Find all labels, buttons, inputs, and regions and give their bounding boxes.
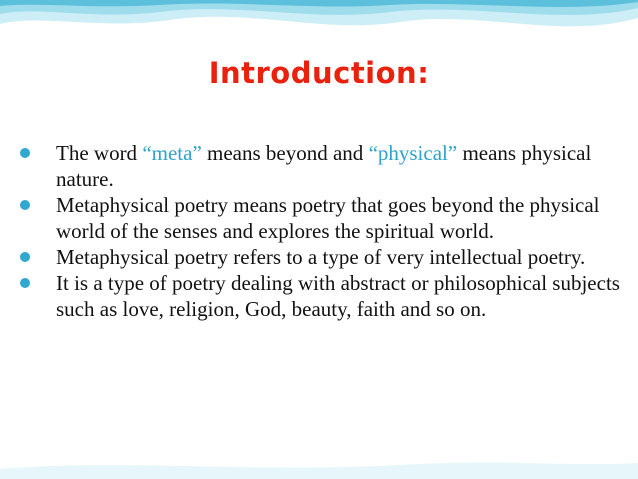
- wave-dark: [0, 0, 638, 7]
- bullet-circle-icon: [20, 278, 30, 288]
- footer-wave-decoration: [0, 451, 638, 479]
- bullet-text: The word: [56, 141, 143, 165]
- bullet-item: [20, 140, 620, 192]
- bullet-list: [20, 140, 620, 322]
- bullet-circle-icon: [20, 148, 30, 158]
- bullet-circle-icon: [20, 200, 30, 210]
- highlighted-term: “physical”: [368, 141, 458, 165]
- bullet-item: [20, 192, 620, 244]
- bullet-text: means beyond and: [201, 141, 369, 165]
- bullet-text: It is a type of poetry dealing with abstract or philosophical subjects such as love, religion, God, beauty, faith and so on.: [56, 271, 620, 321]
- bullet-text: means physical nature.: [56, 141, 592, 191]
- highlighted-term: “meta”: [142, 141, 202, 165]
- slide-title: Introduction:: [208, 56, 430, 90]
- bullet-text: Metaphysical poetry refers to a type of very intellectual poetry.: [56, 245, 586, 269]
- bullet-item: [20, 270, 620, 322]
- bullet-item: [20, 244, 620, 270]
- bullet-circle-icon: [20, 252, 30, 262]
- bullet-text: Metaphysical poetry means poetry that goes beyond the physical world of the senses and explores the spiritual world.: [56, 193, 600, 243]
